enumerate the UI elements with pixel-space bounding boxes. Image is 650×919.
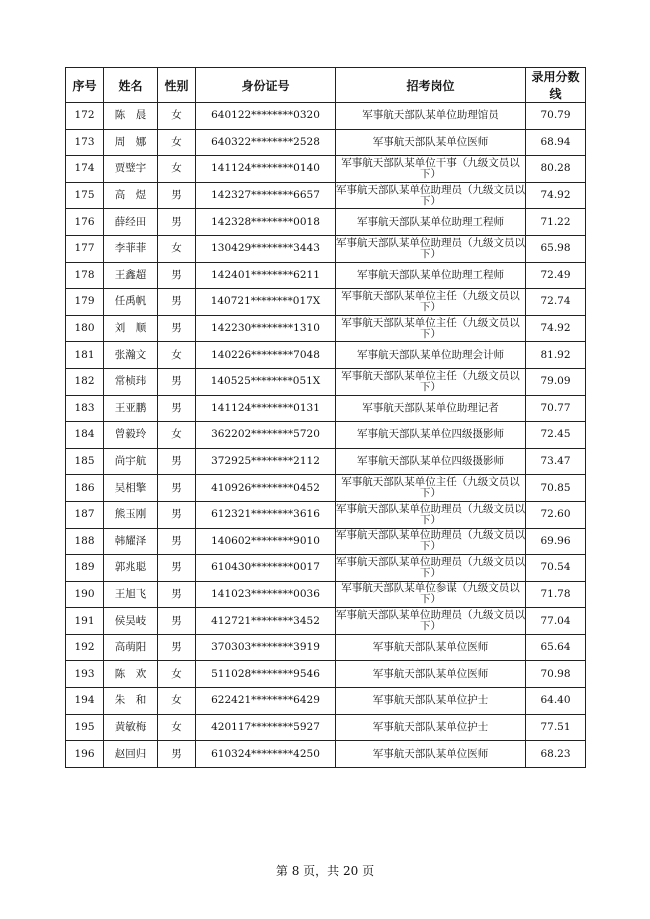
cell-score: 79.09 bbox=[526, 368, 586, 395]
cell-score: 74.92 bbox=[526, 182, 586, 209]
table-row bbox=[66, 475, 586, 502]
cell-seq: 185 bbox=[66, 448, 104, 475]
cell-id: 141124********0131 bbox=[196, 395, 336, 422]
cell-name: 尚宇航 bbox=[104, 448, 158, 475]
cell-name: 黄敏梅 bbox=[104, 714, 158, 741]
table-row bbox=[66, 289, 586, 316]
cell-name: 王鑫超 bbox=[104, 262, 158, 289]
cell-name: 任禹帆 bbox=[104, 289, 158, 316]
cell-post: 军事航天部队某单位主任（九级文员以下） bbox=[336, 475, 526, 502]
cell-seq: 182 bbox=[66, 368, 104, 395]
table-row bbox=[66, 182, 586, 209]
cell-name: 朱 和 bbox=[104, 688, 158, 715]
table-row bbox=[66, 395, 586, 422]
cell-score: 69.96 bbox=[526, 528, 586, 555]
table-row bbox=[66, 262, 586, 289]
cell-post: 军事航天部队某单位参谋（九级文员以下） bbox=[336, 581, 526, 608]
table-row bbox=[66, 714, 586, 741]
table-row bbox=[66, 103, 586, 130]
cell-post: 军事航天部队某单位主任（九级文员以下） bbox=[336, 289, 526, 316]
header-seq: 序号 bbox=[66, 68, 104, 103]
cell-score: 65.64 bbox=[526, 634, 586, 661]
cell-name: 韩耀泽 bbox=[104, 528, 158, 555]
table-body bbox=[66, 103, 586, 768]
cell-score: 72.45 bbox=[526, 422, 586, 449]
table-row bbox=[66, 209, 586, 236]
cell-id: 141023********0036 bbox=[196, 581, 336, 608]
cell-gender: 女 bbox=[158, 156, 196, 183]
cell-name: 侯昊岐 bbox=[104, 608, 158, 635]
cell-seq: 188 bbox=[66, 528, 104, 555]
cell-name: 薛经田 bbox=[104, 209, 158, 236]
cell-id: 140525********051X bbox=[196, 368, 336, 395]
cell-gender: 男 bbox=[158, 448, 196, 475]
cell-score: 71.22 bbox=[526, 209, 586, 236]
cell-id: 370303********3919 bbox=[196, 634, 336, 661]
cell-score: 81.92 bbox=[526, 342, 586, 369]
cell-score: 72.49 bbox=[526, 262, 586, 289]
header-post: 招考岗位 bbox=[336, 68, 526, 103]
cell-id: 640122********0320 bbox=[196, 103, 336, 130]
cell-post: 军事航天部队某单位主任（九级文员以下） bbox=[336, 315, 526, 342]
table-row bbox=[66, 368, 586, 395]
cell-seq: 194 bbox=[66, 688, 104, 715]
table-row bbox=[66, 608, 586, 635]
cell-name: 刘 顺 bbox=[104, 315, 158, 342]
cell-post: 军事航天部队某单位医师 bbox=[336, 634, 526, 661]
cell-id: 640322********2528 bbox=[196, 129, 336, 156]
cell-post: 军事航天部队某单位助理工程师 bbox=[336, 209, 526, 236]
cell-id: 142401********6211 bbox=[196, 262, 336, 289]
cell-post: 军事航天部队某单位助理员（九级文员以下） bbox=[336, 555, 526, 582]
cell-seq: 192 bbox=[66, 634, 104, 661]
table-row bbox=[66, 688, 586, 715]
cell-score: 80.28 bbox=[526, 156, 586, 183]
table-row bbox=[66, 634, 586, 661]
cell-seq: 193 bbox=[66, 661, 104, 688]
cell-name: 陈 晨 bbox=[104, 103, 158, 130]
cell-gender: 男 bbox=[158, 262, 196, 289]
cell-seq: 196 bbox=[66, 741, 104, 768]
cell-id: 622421********6429 bbox=[196, 688, 336, 715]
cell-name: 张瀚文 bbox=[104, 342, 158, 369]
cell-seq: 191 bbox=[66, 608, 104, 635]
cell-post: 军事航天部队某单位医师 bbox=[336, 741, 526, 768]
cell-score: 64.40 bbox=[526, 688, 586, 715]
cell-seq: 175 bbox=[66, 182, 104, 209]
cell-id: 612321********3616 bbox=[196, 501, 336, 528]
cell-gender: 男 bbox=[158, 741, 196, 768]
cell-gender: 女 bbox=[158, 103, 196, 130]
cell-post: 军事航天部队某单位助理员（九级文员以下） bbox=[336, 235, 526, 262]
cell-id: 511028********9546 bbox=[196, 661, 336, 688]
cell-name: 吴相擎 bbox=[104, 475, 158, 502]
table-row bbox=[66, 741, 586, 768]
page-footer: 第 8 页，共 20 页 bbox=[275, 864, 375, 878]
cell-gender: 女 bbox=[158, 342, 196, 369]
cell-id: 142230********1310 bbox=[196, 315, 336, 342]
cell-seq: 174 bbox=[66, 156, 104, 183]
cell-seq: 177 bbox=[66, 235, 104, 262]
cell-gender: 男 bbox=[158, 501, 196, 528]
cell-gender: 男 bbox=[158, 289, 196, 316]
cell-post: 军事航天部队某单位四级摄影师 bbox=[336, 448, 526, 475]
cell-gender: 男 bbox=[158, 555, 196, 582]
table-row bbox=[66, 422, 586, 449]
cell-post: 军事航天部队某单位助理工程师 bbox=[336, 262, 526, 289]
cell-score: 70.85 bbox=[526, 475, 586, 502]
cell-post: 军事航天部队某单位四级摄影师 bbox=[336, 422, 526, 449]
cell-seq: 190 bbox=[66, 581, 104, 608]
cell-gender: 男 bbox=[158, 581, 196, 608]
cell-gender: 女 bbox=[158, 714, 196, 741]
cell-name: 王旭飞 bbox=[104, 581, 158, 608]
cell-score: 70.79 bbox=[526, 103, 586, 130]
cell-id: 610324********4250 bbox=[196, 741, 336, 768]
cell-score: 70.54 bbox=[526, 555, 586, 582]
cell-score: 73.47 bbox=[526, 448, 586, 475]
cell-seq: 176 bbox=[66, 209, 104, 236]
cell-score: 68.94 bbox=[526, 129, 586, 156]
cell-gender: 男 bbox=[158, 528, 196, 555]
cell-id: 142328********0018 bbox=[196, 209, 336, 236]
cell-name: 贾璧宇 bbox=[104, 156, 158, 183]
header-id: 身份证号 bbox=[196, 68, 336, 103]
cell-post: 军事航天部队某单位助理馆员 bbox=[336, 103, 526, 130]
cell-score: 74.92 bbox=[526, 315, 586, 342]
cell-name: 李菲菲 bbox=[104, 235, 158, 262]
cell-id: 372925********2112 bbox=[196, 448, 336, 475]
cell-name: 高 煜 bbox=[104, 182, 158, 209]
cell-score: 65.98 bbox=[526, 235, 586, 262]
cell-id: 130429********3443 bbox=[196, 235, 336, 262]
cell-name: 赵回归 bbox=[104, 741, 158, 768]
table-row bbox=[66, 129, 586, 156]
table-row bbox=[66, 661, 586, 688]
cell-gender: 女 bbox=[158, 422, 196, 449]
cell-post: 军事航天部队某单位医师 bbox=[336, 661, 526, 688]
cell-seq: 186 bbox=[66, 475, 104, 502]
cell-post: 军事航天部队某单位助理会计师 bbox=[336, 342, 526, 369]
cell-name: 郭兆聪 bbox=[104, 555, 158, 582]
cell-score: 77.51 bbox=[526, 714, 586, 741]
cell-seq: 189 bbox=[66, 555, 104, 582]
cell-score: 70.98 bbox=[526, 661, 586, 688]
cell-post: 军事航天部队某单位护士 bbox=[336, 688, 526, 715]
cell-post: 军事航天部队某单位助理员（九级文员以下） bbox=[336, 608, 526, 635]
cell-score: 72.74 bbox=[526, 289, 586, 316]
cell-id: 362202********5720 bbox=[196, 422, 336, 449]
cell-id: 141124********0140 bbox=[196, 156, 336, 183]
cell-gender: 男 bbox=[158, 475, 196, 502]
cell-gender: 男 bbox=[158, 315, 196, 342]
cell-score: 77.04 bbox=[526, 608, 586, 635]
table-row bbox=[66, 156, 586, 183]
header-gender: 性别 bbox=[158, 68, 196, 103]
cell-name: 曾毅玲 bbox=[104, 422, 158, 449]
cell-name: 周 娜 bbox=[104, 129, 158, 156]
cell-gender: 男 bbox=[158, 368, 196, 395]
cell-id: 420117********5927 bbox=[196, 714, 336, 741]
table-row bbox=[66, 448, 586, 475]
header-score: 录用分数线 bbox=[526, 68, 586, 103]
cell-post: 军事航天部队某单位护士 bbox=[336, 714, 526, 741]
cell-gender: 男 bbox=[158, 395, 196, 422]
cell-post: 军事航天部队某单位助理员（九级文员以下） bbox=[336, 182, 526, 209]
cell-gender: 女 bbox=[158, 688, 196, 715]
cell-seq: 187 bbox=[66, 501, 104, 528]
cell-seq: 173 bbox=[66, 129, 104, 156]
cell-post: 军事航天部队某单位医师 bbox=[336, 129, 526, 156]
table-row bbox=[66, 528, 586, 555]
cell-id: 142327********6657 bbox=[196, 182, 336, 209]
table-row bbox=[66, 501, 586, 528]
cell-id: 412721********3452 bbox=[196, 608, 336, 635]
cell-seq: 183 bbox=[66, 395, 104, 422]
cell-name: 陈 欢 bbox=[104, 661, 158, 688]
cell-gender: 男 bbox=[158, 634, 196, 661]
cell-post: 军事航天部队某单位助理员（九级文员以下） bbox=[336, 501, 526, 528]
cell-gender: 女 bbox=[158, 235, 196, 262]
cell-post: 军事航天部队某单位助理记者 bbox=[336, 395, 526, 422]
header-name: 姓名 bbox=[104, 68, 158, 103]
cell-name: 常桢玮 bbox=[104, 368, 158, 395]
cell-name: 熊玉刚 bbox=[104, 501, 158, 528]
cell-score: 71.78 bbox=[526, 581, 586, 608]
table-row bbox=[66, 235, 586, 262]
cell-gender: 男 bbox=[158, 608, 196, 635]
table-header-row bbox=[66, 68, 586, 103]
cell-id: 140602********9010 bbox=[196, 528, 336, 555]
cell-seq: 195 bbox=[66, 714, 104, 741]
cell-id: 140226********7048 bbox=[196, 342, 336, 369]
cell-score: 70.77 bbox=[526, 395, 586, 422]
cell-post: 军事航天部队某单位主任（九级文员以下） bbox=[336, 368, 526, 395]
cell-seq: 178 bbox=[66, 262, 104, 289]
table-row bbox=[66, 555, 586, 582]
cell-post: 军事航天部队某单位干事（九级文员以下） bbox=[336, 156, 526, 183]
cell-seq: 181 bbox=[66, 342, 104, 369]
cell-name: 王亚鹏 bbox=[104, 395, 158, 422]
cell-id: 140721********017X bbox=[196, 289, 336, 316]
cell-seq: 184 bbox=[66, 422, 104, 449]
cell-gender: 男 bbox=[158, 182, 196, 209]
roster-table bbox=[65, 67, 586, 768]
cell-seq: 172 bbox=[66, 103, 104, 130]
table-row bbox=[66, 581, 586, 608]
cell-score: 68.23 bbox=[526, 741, 586, 768]
cell-post: 军事航天部队某单位助理员（九级文员以下） bbox=[336, 528, 526, 555]
cell-name: 高萌阳 bbox=[104, 634, 158, 661]
cell-seq: 180 bbox=[66, 315, 104, 342]
table-row bbox=[66, 342, 586, 369]
cell-gender: 男 bbox=[158, 209, 196, 236]
cell-id: 610430********0017 bbox=[196, 555, 336, 582]
cell-gender: 女 bbox=[158, 661, 196, 688]
cell-id: 410926********0452 bbox=[196, 475, 336, 502]
cell-score: 72.60 bbox=[526, 501, 586, 528]
cell-gender: 女 bbox=[158, 129, 196, 156]
cell-seq: 179 bbox=[66, 289, 104, 316]
table-row bbox=[66, 315, 586, 342]
